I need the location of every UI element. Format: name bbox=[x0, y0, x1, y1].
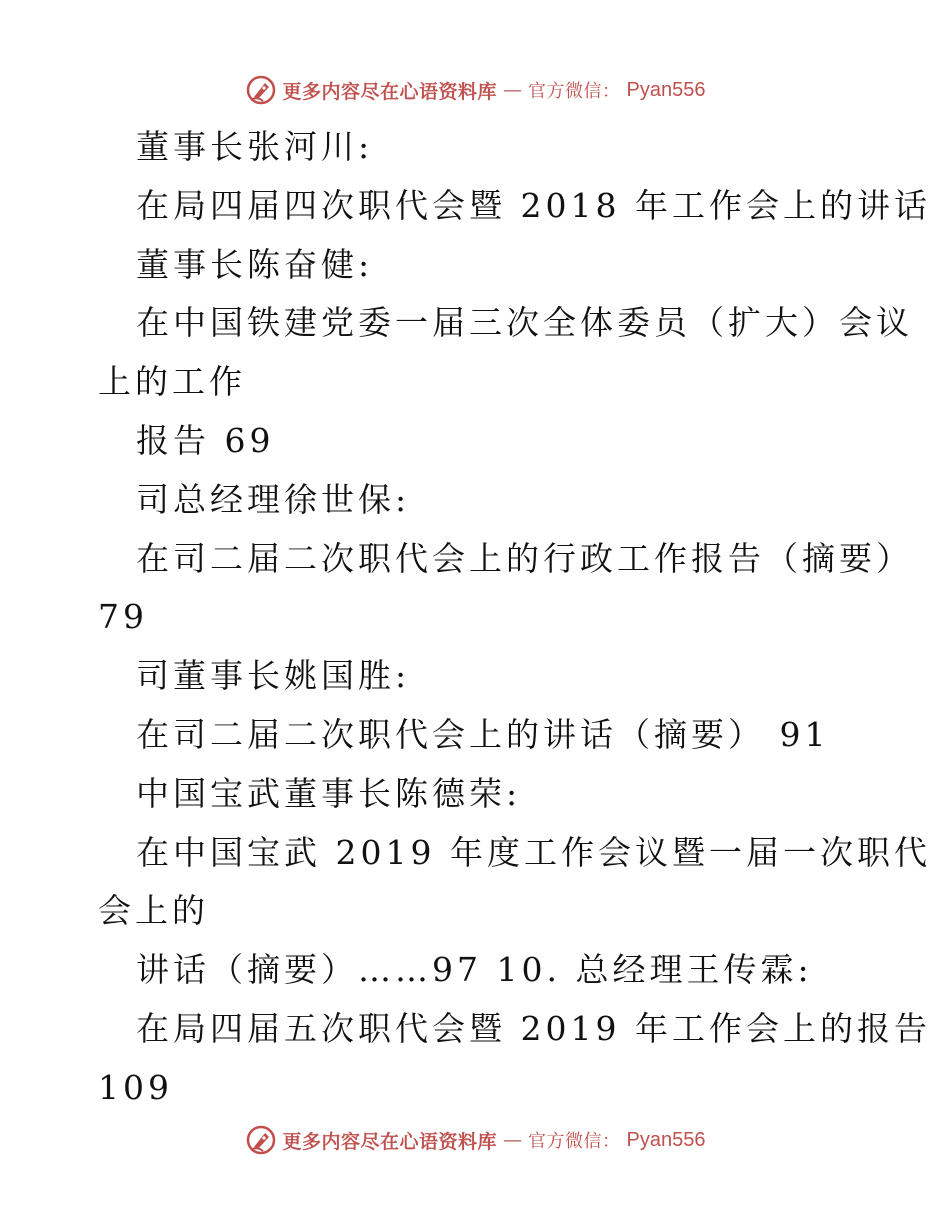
watermark-text: 更多内容尽在心语资料库 bbox=[282, 1130, 498, 1153]
text-line: 在局四届五次职代会暨 2019 年工作会上的报告 bbox=[136, 1008, 931, 1048]
pen-nib-logo-icon bbox=[245, 74, 277, 106]
text-line: 在司二届二次职代会上的讲话（摘要） 91 bbox=[136, 714, 830, 754]
text-line: 109 bbox=[98, 1067, 173, 1107]
text-line: 79 bbox=[98, 597, 148, 637]
text-line: 上的工作 bbox=[98, 362, 246, 402]
watermark-contact-label: 官方微信： bbox=[528, 81, 621, 102]
text-line: 报告 69 bbox=[136, 420, 275, 460]
watermark-separator: — bbox=[503, 1129, 523, 1151]
text-line: 在局四届四次职代会暨 2018 年工作会上的讲话 bbox=[136, 185, 931, 225]
document-body bbox=[98, 118, 931, 1118]
watermark-contact-id: Pyan556 bbox=[626, 78, 706, 101]
text-line: 董事长张河川: bbox=[136, 127, 374, 166]
text-line: 在中国宝武 2019 年度工作会议暨一届一次职代 bbox=[136, 832, 931, 872]
watermark-contact-id: Pyan556 bbox=[626, 1128, 706, 1151]
pen-nib-logo-icon bbox=[245, 1124, 277, 1156]
text-line: 在中国铁建党委一届三次全体委员（扩大）会议 bbox=[136, 303, 913, 343]
text-line: 会上的 bbox=[98, 891, 209, 931]
text-line: 在司二届二次职代会上的行政工作报告（摘要） bbox=[136, 538, 913, 578]
watermark-contact-label: 官方微信： bbox=[528, 1131, 621, 1152]
text-line: 中国宝武董事长陈德荣: bbox=[136, 773, 522, 813]
text-line: 讲话（摘要）……97 10. 总经理王传霖: bbox=[136, 950, 813, 990]
header-watermark bbox=[0, 70, 950, 110]
text-line: 董事长陈奋健: bbox=[136, 244, 374, 284]
watermark-separator: — bbox=[503, 79, 523, 101]
watermark-text: 更多内容尽在心语资料库 bbox=[282, 80, 498, 103]
footer-watermark bbox=[0, 1120, 950, 1160]
text-line: 司董事长姚国胜: bbox=[136, 656, 411, 696]
text-line: 司总经理徐世保: bbox=[136, 479, 411, 519]
